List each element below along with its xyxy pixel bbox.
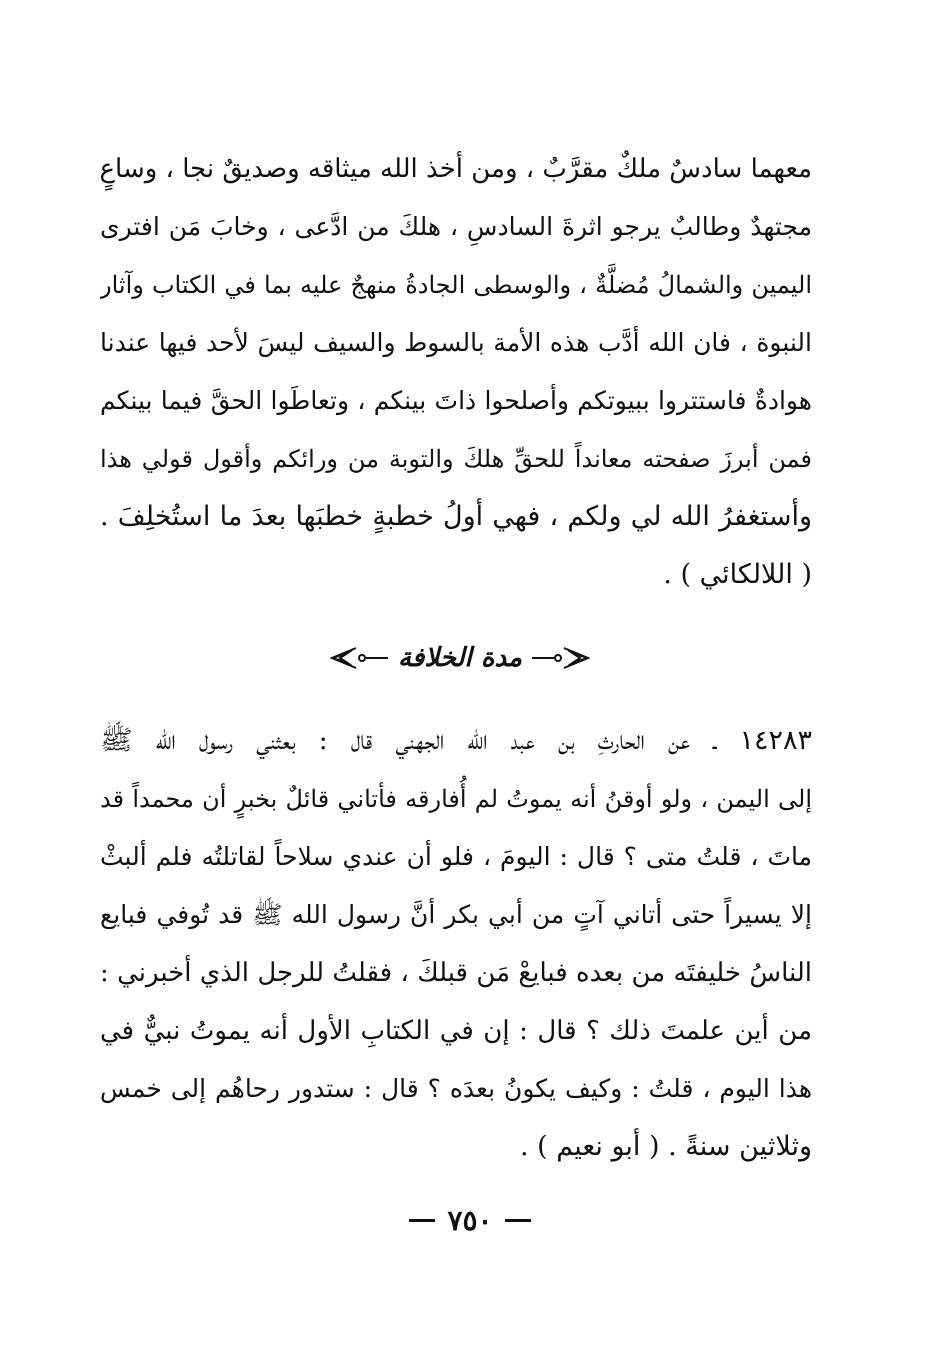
text-line: مجتهدٌ وطالبٌ يرجو اثرةَ السادسِ ، هلكَ من ادَّعى ، وخابَ مَن افترى	[100, 212, 812, 241]
paragraph-sermon	[100, 140, 812, 604]
text-line: فمن أبرزَ صفحته معانداً للحقِّ هلكَ والتوبة من ورائكم وأقول قولي هذا	[100, 445, 812, 473]
text-line: وثلاثين سنةً . ( أبو نعيم ) .	[519, 1131, 812, 1162]
text-line: النبوة ، فان الله أدَّب هذه الأمة بالسوط والسيف ليسَ لأحد فيها عندنا	[100, 328, 812, 357]
text-line: إلى اليمن ، ولو أوقنُ أنه يموتُ لم أُفارقه فأتاني قائلٌ بخبرٍ أن محمداً قد	[100, 785, 812, 813]
page-number	[370, 1198, 570, 1242]
section-heading	[330, 630, 590, 686]
page-number-value: ٧٥٠	[447, 1203, 493, 1237]
text-line: ماتَ ، قلتُ متى ؟ قال : اليومَ ، فلو أن عندي سلاحاً لقاتلتُه فلم ألبثْ	[100, 842, 812, 871]
dash-right	[505, 1219, 531, 1222]
text-line: الناسُ خليفتَه من بعده فبايعْ مَن قبلكَ ، فقلتُ للرجل الذي أخبرني :	[100, 958, 812, 988]
text-line: إلا يسيراً حتى أتاني آتٍ من أبي بكر أنَّ رسول الله ﷺ قد تُوفي فبايع	[100, 900, 812, 929]
text-line: هذا اليوم ، قلتُ : وكيف يكونُ بعدَه ؟ قال : ستدور رحاهُم إلى خمس	[100, 1074, 812, 1103]
text-line: معهما سادسٌ ملكٌ مقرَّبٌ ، ومن أخذ الله ميثاقه وصديقٌ نجا ، وساعٍ	[100, 154, 812, 184]
ornament-right-icon	[532, 645, 590, 671]
text-line: ١٤٢٨٣ ـ عن الحارثِ بن عبد الله الجهني قال : بعثني رسول الله ﷺ	[100, 725, 812, 756]
text-line: وأستغفرُ الله لي ولكم ، فهي أولُ خطبةٍ خطبَها بعدَ ما استُخلِفَ .	[100, 501, 812, 532]
ornament-left-icon	[330, 645, 388, 671]
dash-left	[409, 1219, 435, 1222]
source-citation: ( اللالكائي ) .	[663, 559, 812, 590]
section-title: مدة الخلافة	[397, 643, 523, 673]
text-line: اليمين والشمالُ مُضلَّةٌ ، والوسطى الجادةُ منهجٌ عليه بما في الكتاب وآثار	[100, 271, 812, 299]
text-line: هوادةٌ فاستتروا ببيوتكم وأصلحوا ذاتَ بينكم ، وتعاطَوا الحقَّ فيما بينكم	[100, 386, 812, 415]
paragraph-hadith	[100, 712, 812, 1176]
text-line: من أين علمتَ ذلك ؟ قال : إن في الكتابِ الأول أنه يموتُ نبيٌّ في	[100, 1016, 812, 1046]
